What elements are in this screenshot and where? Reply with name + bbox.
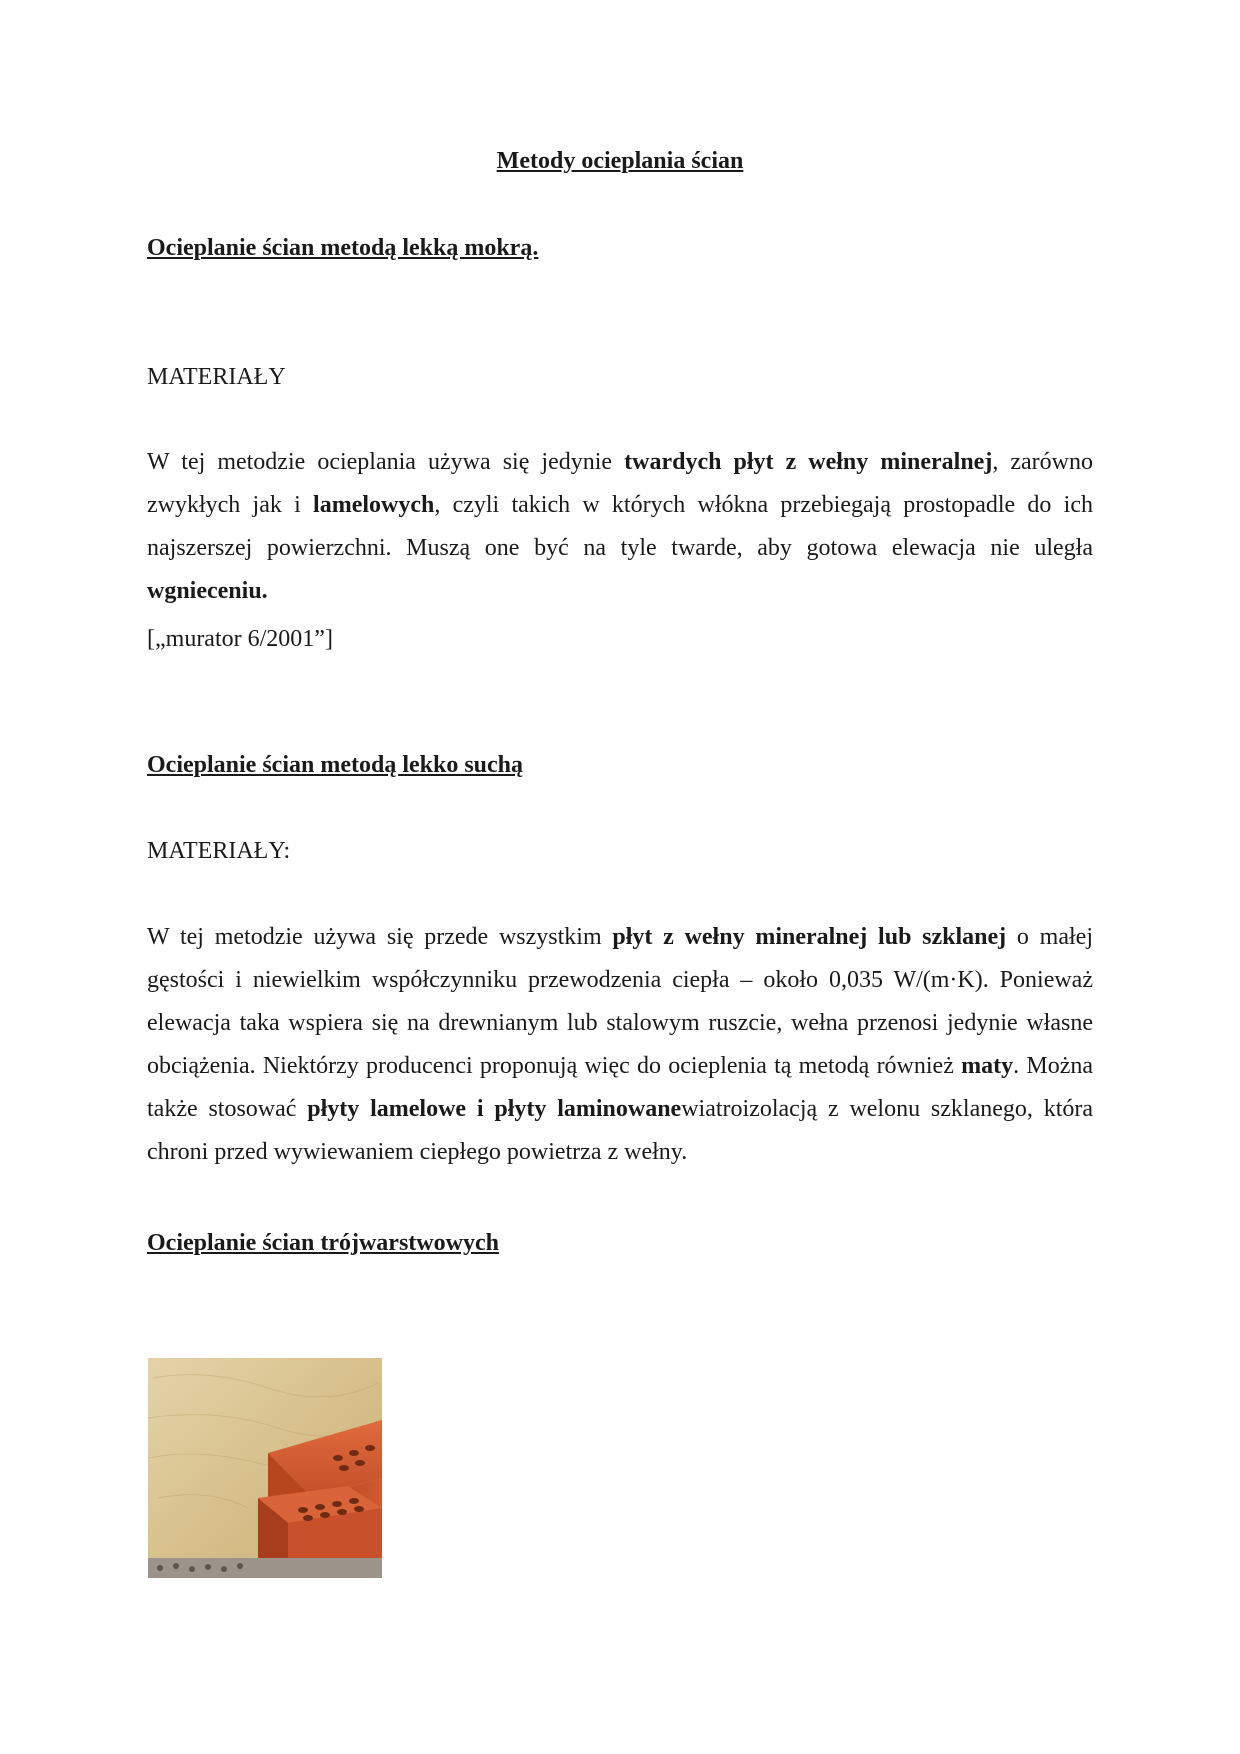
paragraph-light-wet bbox=[147, 441, 1093, 613]
text-run: , czyli takich w których włókna przebiegają prostopadle do ich najszerszej powierzchni. Muszą one być na tyle twarde, aby gotowa elewacja nie uległa bbox=[147, 492, 1093, 561]
bold-run: twardych płyt z wełny mineralnej bbox=[624, 449, 993, 475]
bold-run: wgnieceniu. bbox=[147, 578, 268, 604]
mineral-wool-brick-photo bbox=[148, 1358, 382, 1578]
bold-run: maty bbox=[961, 1053, 1014, 1079]
text-run: , zarówno zwykłych jak i bbox=[147, 449, 1093, 518]
section-heading-three-layer: Ocieplanie ścian trójwarstwowych bbox=[147, 1230, 499, 1256]
text-run: o małej gęstości i niewielkim współczynniku przewodzenia ciepła – około 0,035 W/(m·K). Ponieważ elewacja taka wspiera się na drewnianym lub stalowym ruszcie, wełna przenosi jedynie własne obciążenia. Niektórzy producenci proponują więc do ocieplenia tą metodą również bbox=[147, 924, 1093, 1079]
citation: [„murator 6/2001”] bbox=[147, 626, 333, 652]
text-run: . Można także stosować bbox=[147, 1053, 1093, 1122]
materials-label-1: MATERIAŁY bbox=[147, 364, 286, 390]
text-run: W tej metodzie ocieplania używa się jedynie bbox=[147, 449, 625, 475]
section-heading-light-wet: Ocieplanie ścian metodą lekką mokrą. bbox=[147, 235, 539, 261]
text-run: wiatroizolacją z welonu szklanego, która chroni przed wywiewaniem ciepłego powietrza z wełny. bbox=[147, 1096, 1094, 1165]
document-title: Metody ocieplania ścian bbox=[496, 148, 744, 174]
text-run: W tej metodzie używa się przede wszystkim bbox=[147, 924, 613, 950]
mortar-base bbox=[148, 1558, 382, 1578]
paragraph-light-dry bbox=[147, 916, 1093, 1174]
materials-label-2: MATERIAŁY: bbox=[147, 838, 291, 864]
bold-run: płyt z wełny mineralnej lub szklanej bbox=[612, 924, 1007, 950]
bold-run: płyty lamelowe i płyty laminowane bbox=[307, 1096, 682, 1122]
photo-illustration bbox=[148, 1358, 382, 1578]
section-heading-light-dry: Ocieplanie ścian metodą lekko suchą bbox=[147, 752, 524, 778]
bold-run: lamelowych bbox=[313, 492, 435, 518]
